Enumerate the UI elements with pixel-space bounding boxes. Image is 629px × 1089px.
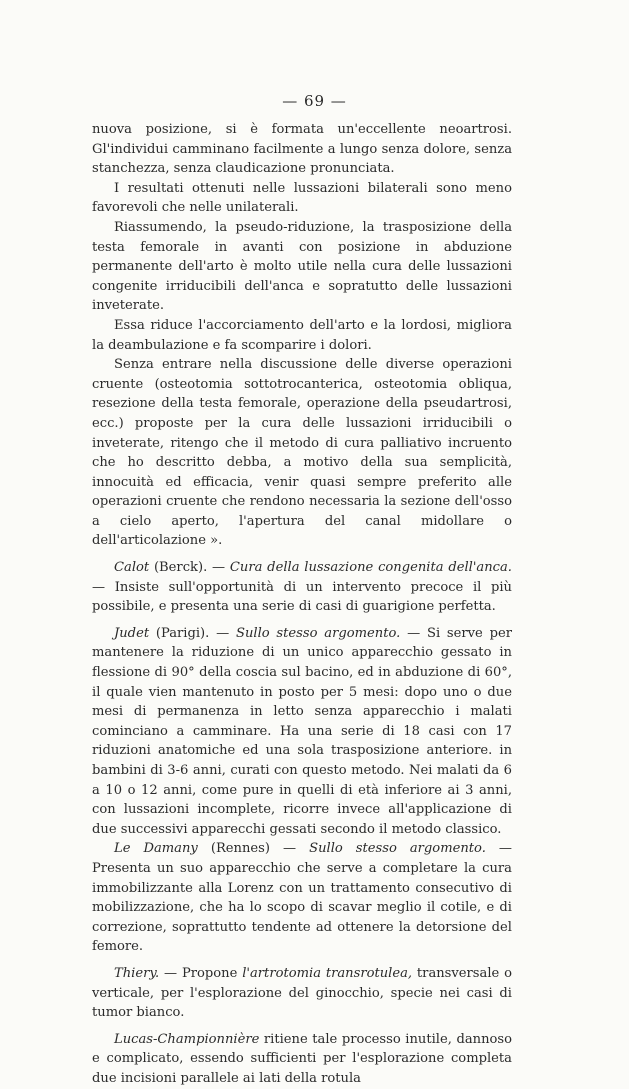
section-judet (92, 624, 512, 840)
paragraph: I resultati ottenuti nelle lussazioni bilaterali sono meno favorevoli che nelle unilaterali. (92, 180, 512, 216)
section-title: Cura della lussazione congenita dell'anca. (229, 560, 512, 576)
section-le-damany (92, 839, 512, 957)
section-author: Thiery. (114, 965, 160, 981)
section-title: Sullo stesso argomento. (309, 841, 486, 857)
paragraph: nuova posizione, si è formata un'eccellente neoartrosi. Gl'individui camminano facilmente a lungo senza dolore, senza stanchezza, senza claudicazione pronunciata. (92, 122, 512, 177)
section-body: — Presenta un suo apparecchio che serve a completare la cura immobilizzante alla Lorenz con un trattamento consecutivo di mobilizzazione, che ha lo scopo di scavar meglio il cotile, e di correzione, soprattutto tendente ad ottenere la detorsione del femore. (92, 841, 512, 955)
section-place: (Berck). — (153, 560, 226, 576)
section-thiery (92, 964, 512, 1023)
section-author: Judet (114, 625, 150, 641)
section-body: transversale o verticale, per l'esplorazione del ginocchio, specie nei casi di tumor bianco. (92, 965, 512, 1021)
page-number: — 69 — (282, 92, 347, 110)
section-body: — Insiste sull'opportunità di un intervento precoce il più possibile, e presenta una serie di casi di guarigione perfetta. (92, 579, 512, 615)
section-title: l'artrotomia transrotulea, (242, 965, 413, 981)
section-author: Calot (114, 560, 150, 576)
body-text (92, 120, 512, 1089)
section-place: — Propone (164, 965, 238, 981)
section-place: (Parigi). — (155, 625, 230, 641)
section-body: — Si serve per mantenere la riduzione di un unico apparecchio gessato in flessione di 90° della coscia sul bacino, ed in abduzione di 60°, il quale vien mantenuto in posto per 5 mesi: dopo uno o due mesi di permanenza in letto senza apparecchio i malati cominciano a camminare. Ha una serie di 18 casi con 17 riduzioni anatomiche ed una sola trasposizione anteriore. in bambini di 3-6 anni, curati con questo metodo. Nei malati da 6 a 10 o 12 anni, come pure in quelli di età inferiore ai 3 anni, con lussazioni incomplete, ricorre invece all'applicazione di due successivi apparecchi gessati secondo il metodo classico. (92, 625, 512, 837)
section-author: Lucas-Championnière (114, 1031, 260, 1047)
paragraph: Essa riduce l'accorciamento dell'arto e la lordosi, migliora la deambulazione e fa scomparire i dolori. (92, 317, 512, 353)
section-calot (92, 558, 512, 617)
section-place: (Rennes) — (210, 841, 297, 857)
section-title: Sullo stesso argomento. (235, 625, 401, 641)
paragraph: Senza entrare nella discussione delle diverse operazioni cruente (osteotomia sottotrocanterica, osteotomia obliqua, resezione della testa femorale, operazione della pseudartrosi, ecc.) proposte per la cura delle lussazioni irriducibili o inveterate, ritengo che il metodo di cura palliativo incruento che ho descritto debba, a motivo della sua semplicità, innocuità ed efficacia, venir quasi sempre preferito alle operazioni cruente che rendono necessaria la sezione dell'osso a cielo aperto, l'apertura del canal midollare o dell'articolazione ». (92, 357, 512, 549)
section-body: ritiene tale processo inutile, dannoso e complicato, essendo sufficienti per l'esplorazione completa due incisioni parallele ai lati della rotula (92, 1031, 512, 1086)
section-author: Le Damany (114, 841, 198, 857)
paragraph: Riassumendo, la pseudo-riduzione, la trasposizione della testa femorale in avanti con posizione in abduzione permanente dell'arto è molto utile nella cura delle lussazioni congenite irriducibili dell'anca e sopratutto delle lussazioni inveterate. (92, 219, 512, 314)
section-lucas-championniere (92, 1030, 512, 1089)
